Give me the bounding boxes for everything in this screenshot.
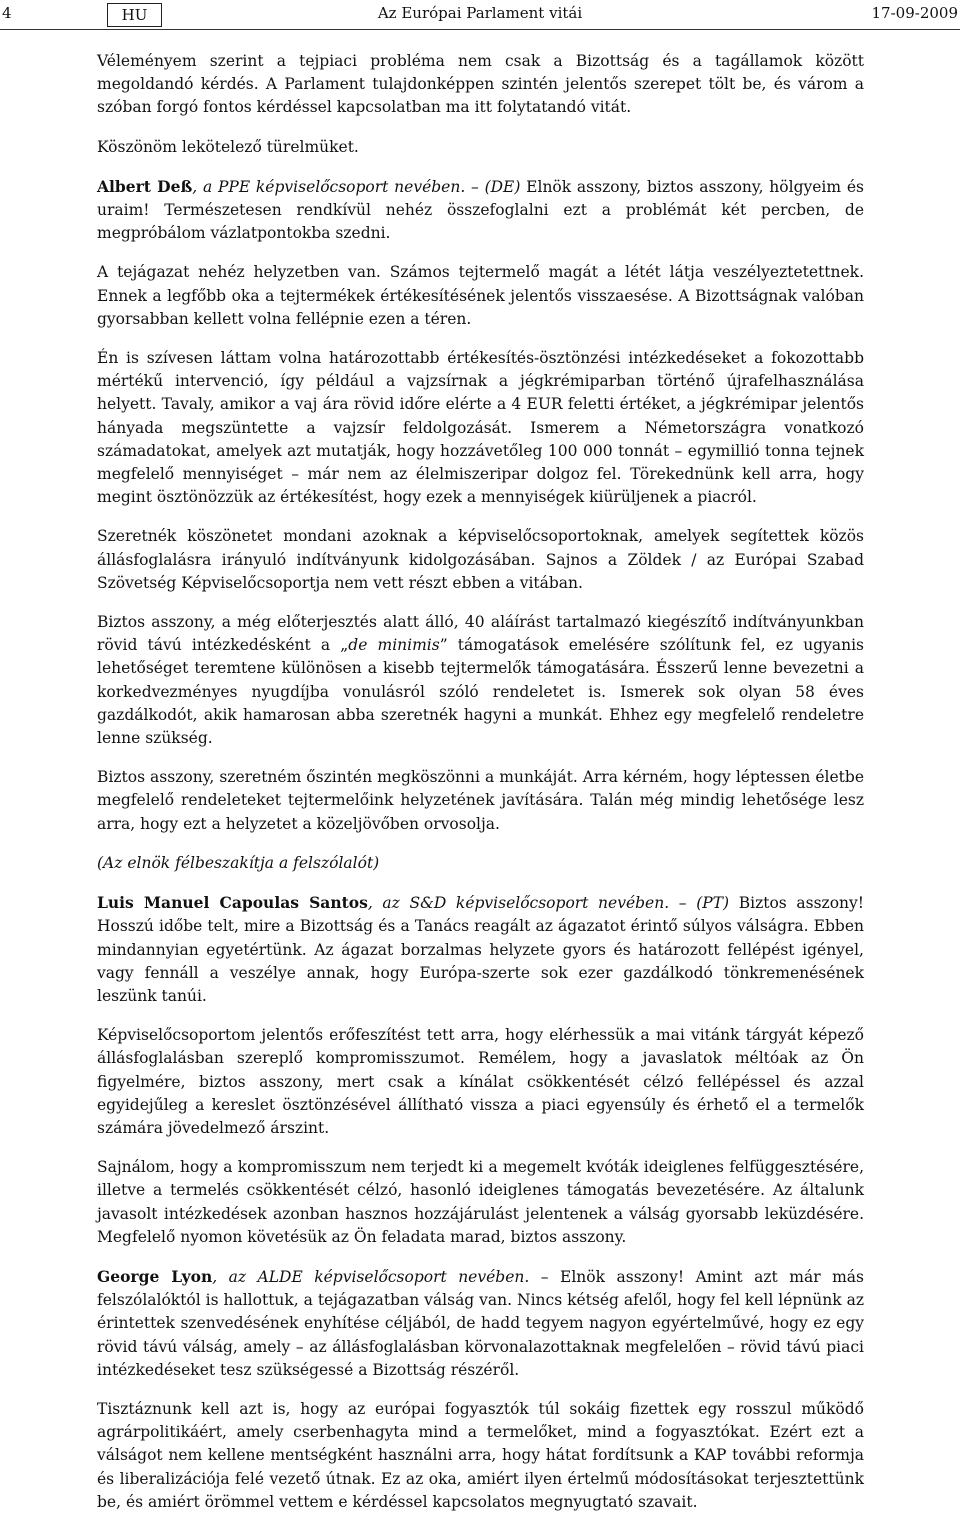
- dash: –: [465, 177, 485, 196]
- dash: –: [669, 894, 697, 913]
- speech-text: Elnök asszony! Amint azt már más felszólalóktól is hallottuk, a tejágazatban válság van. Nincs kétség afelől, hogy fel kell lépnünk az érintettek szenvedésének enyhítése céljából, de hadd tegyem nagyon egyértelművé, hogy ez egy rövid távú válság, amely – az állásfoglalásban körvonalazottaknak megfelelően – rövid távú piaci intézkedéseket tesz szükségessé a Bizottság részéről.: [97, 1267, 864, 1379]
- stage-direction: (Az elnök félbeszakítja a felszólalót): [97, 853, 380, 872]
- emphasis-text: de minimis: [348, 636, 440, 655]
- speech-paragraph: [97, 1265, 864, 1382]
- paragraph: Köszönöm lekötelező türelmüket.: [97, 137, 359, 156]
- speaker-role: , az S&D képviselőcsoport nevében.: [367, 894, 670, 913]
- speaker-role: , a PPE képviselőcsoport nevében.: [192, 177, 466, 196]
- paragraph-text: ” támogatások emelésére szólítunk fel, ez ugyanis lehetőséget teremtene különösen a kisebb tejtermelők támogatására. Ésszerű lenne bevezetni a korkedvezményes nyugdíjba vonulásról szóló rendeletet is. Ismerek sok olyan 58 éves gazdálkodót, akik hamarosan abba szeretnék hagyni a munkát. Ehhez egy megfelelő rendeletre lenne szükség.: [97, 636, 864, 748]
- paragraph: Én is szívesen láttam volna határozottabb értékesítés-ösztönzési intézkedéseket a fokozottabb mértékű intervenció, így például a vajzsírnak a jégkrémiparban történő újrafelhasználása helyett. Tavaly, amikor a vaj ára rövid időre elérte a 4 EUR feletti értéket, a jégkrémipar jelentős hányada megszüntette a vajzsír feldolgozását. Ismerem a Németországra vonatkozó számadatokat, amelyek azt mutatják, hogy hozzávetőleg 100 000 tonnát – egymillió tonna tejnek megfelelő mennyiséget – már nem az élelmiszeripar dolgoz fel. Törekednünk kell arra, hogy megint ösztönözzük az értékesítést, hogy ezek a mennyiségek kiürüljenek a piacról.: [97, 349, 864, 507]
- paragraph: A tejágazat nehéz helyzetben van. Számos tejtermelő magát a létét látja veszélyeztetettnek. Ennek a legfőbb oka a tejtermékek értékesítésének jelentős visszaesése. A Bizottságnak valóban gyorsabban kellett volna fellépnie ezen a téren.: [97, 263, 864, 328]
- paragraph: Képviselőcsoportom jelentős erőfeszítést tett arra, hogy elérhessük a mai vitánk tárgyát képező állásfoglalásban szereplő kompromisszumot. Remélem, hogy a javaslatok méltóak az Ön figyelmére, biztos asszony, mert csak a kínálat csökkentését célzó fellépéssel és azzal egyidejűleg a kereslet ösztönzésével állítható vissza a piaci egyensúly és érhető el a termelők számára jövedelmező árszint.: [97, 1026, 864, 1137]
- page-number: 4: [2, 4, 12, 22]
- language-tag: (PT): [696, 894, 730, 913]
- speech-paragraph: [97, 175, 864, 246]
- paragraph-text: Biztos asszony, a még előterjesztés alatt álló, 40 aláírást tartalmazó kiegészítő indítványunkban rövid távú intézkedésként a „: [97, 613, 864, 655]
- speech-text: Biztos asszony! Hosszú időbe telt, mire a Bizottság és a Tanács reagált az ágazatot érintő súlyos válságra. Ebben mindannyian egyetértünk. Az ágazat borzalmas helyzete gyors és határozott fellépést igényel, vagy fennáll a veszélye annak, hogy Európa-szerte sok ezer gazdálkodó tönkremenésének leszünk tanúi.: [97, 894, 865, 1005]
- dash: –: [529, 1267, 561, 1286]
- paragraph: Tisztáznunk kell azt is, hogy az európai fogyasztók túl sokáig fizettek egy rosszul működő agrárpolitikáért, amely cserbenhagyta mind a termelőket, mind a fogyasztókat. Ezért ezt a válságot nem kellene mentségként használni arra, hogy hátat fordítsunk a KAP további reformja és liberalizációja felé vezető útnak. Ez az oka, amiért ilyen értelmű módosításokat terjesztettünk be, és amiért örömmel vettem e kérdéssel kapcsolatos megnyugtató szavait.: [97, 1399, 864, 1511]
- document-title: Az Európai Parlament vitái: [377, 4, 583, 22]
- page-header: [0, 0, 960, 30]
- speech-paragraph: [97, 891, 864, 1008]
- speaker-role: , az ALDE képviselőcsoport nevében.: [212, 1267, 530, 1286]
- language-code-box: HU: [107, 3, 162, 27]
- speech-text: Elnök asszony, biztos asszony, hölgyeim és uraim! Természetesen rendkívül nehéz összefoglalni ezt a problémát két percben, de megpróbálom vázlatpontokba szedni.: [97, 177, 864, 243]
- language-tag: (DE): [484, 177, 521, 196]
- speaker-name: Luis Manuel Capoulas Santos: [97, 893, 368, 913]
- speaker-name: Albert Deß: [97, 176, 193, 196]
- speaker-name: George Lyon: [97, 1266, 213, 1286]
- paragraph: Sajnálom, hogy a kompromisszum nem terjedt ki a megemelt kvóták ideiglenes felfüggesztésére, illetve a termelés csökkentését célzó, hasonló ideiglenes támogatás bevezetésére. Az általunk javasolt intézkedések azonban hasznos hozzájárulást jelentenek a válság gyorsabb leküzdésére. Megfelelő nyomon követésük az Ön feladata marad, biztos asszony.: [97, 1158, 864, 1246]
- paragraph: Szeretnék köszönetet mondani azoknak a képviselőcsoportoknak, amelyek segítettek közös állásfoglalásra irányuló indítványunk kidolgozásában. Sajnos a Zöldek / az Európai Szabad Szövetség Képviselőcsoportja nem vett részt ebben a vitában.: [97, 527, 864, 592]
- document-date: 17-09-2009: [871, 4, 958, 22]
- paragraph: Biztos asszony, szeretném őszintén megköszönni a munkáját. Arra kérném, hogy léptessen életbe megfelelő rendeleteket tejtermelőink helyzetének javítására. Talán még mindig lehetősége lesz arra, hogy ezt a helyzetet a közeljövőben orvosolja.: [97, 768, 864, 833]
- document-body: [97, 50, 864, 1530]
- paragraph: [97, 611, 864, 750]
- paragraph: Véleményem szerint a tejpiaci probléma nem csak a Bizottság és a tagállamok között megoldandó kérdés. A Parlament tulajdonképpen szintén jelentős szerepet tölt be, és várom a szóban forgó fontos kérdéssel kapcsolatban ma itt folytatandó vitát.: [97, 52, 864, 117]
- header-rule: [0, 29, 960, 30]
